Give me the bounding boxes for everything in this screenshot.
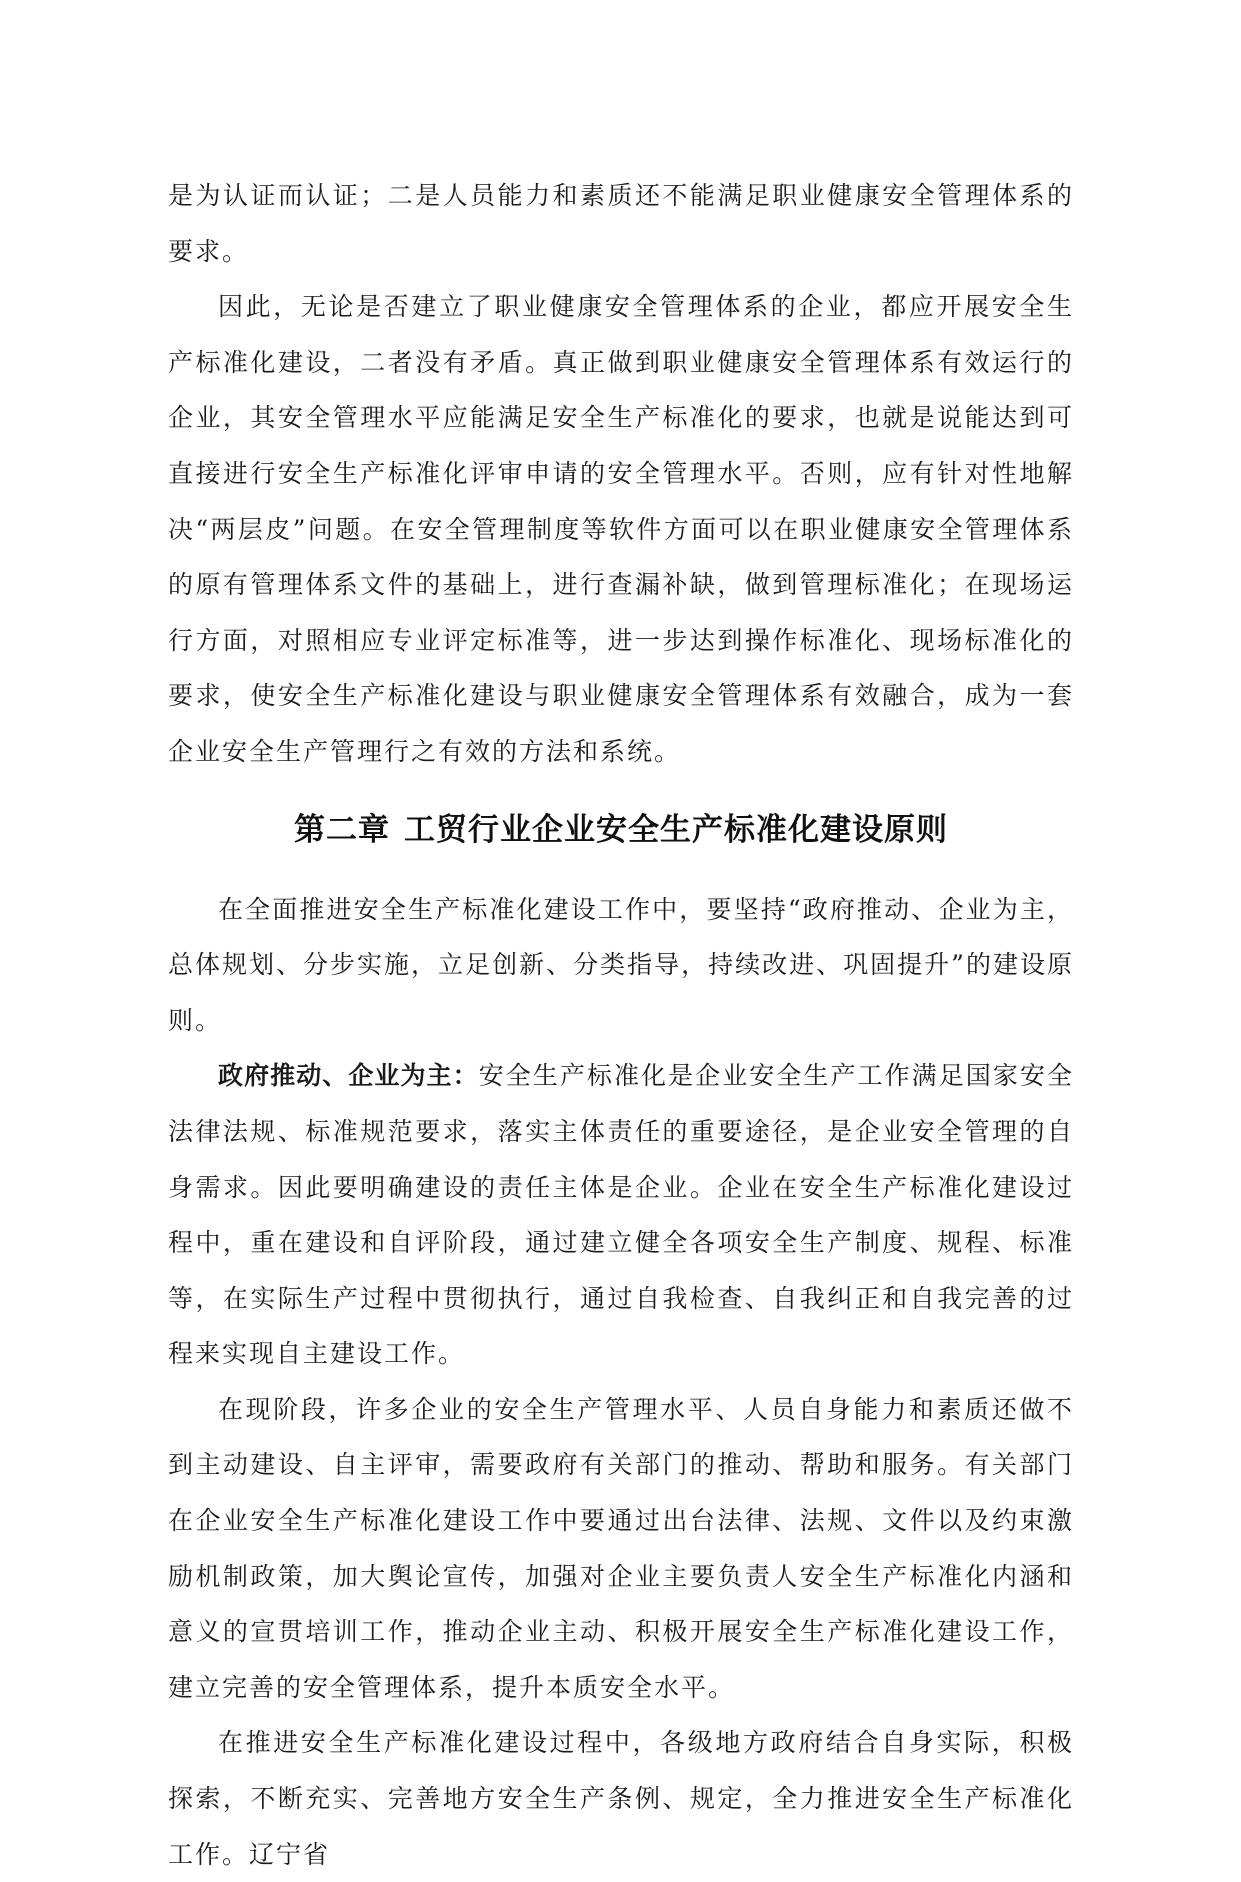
paragraph-local-government: 在推进安全生产标准化建设过程中，各级地方政府结合自身实际，积极探索，不断充实、完善地方安全生产条例、规定，全力推进安全生产标准化工作。辽宁省 (168, 1728, 1074, 1869)
paragraph-current-stage: 在现阶段，许多企业的安全生产管理水平、人员自身能力和素质还做不到主动建设、自主评审，需要政府有关部门的推动、帮助和服务。有关部门在企业安全生产标准化建设工作中要通过出台法律、法规、文件以及约束激励机制政策，加大舆论宣传，加强对企业主要负责人安全生产标准化内涵和意义的宣贯培训工作，推动企业主动、积极开展安全生产标准化建设工作，建立完善的安全管理体系，提升本质安全水平。 (168, 1394, 1074, 1702)
chapter-heading (168, 810, 1074, 850)
chapter-title: 工贸行业企业安全生产标准化建设原则 (404, 811, 948, 848)
chapter-number: 第二章 (294, 811, 390, 848)
paragraph-principles-intro: 在全面推进安全生产标准化建设工作中，要坚持“政府推动、企业为主，总体规划、分步实施，立足创新、分类指导，持续改进、巩固提升”的建设原则。 (168, 894, 1074, 1035)
paragraph-government-enterprise (168, 1048, 1074, 1382)
paragraph-continuation: 是为认证而认证；二是人员能力和素质还不能满足职业健康安全管理体系的要求。 (168, 181, 1074, 266)
paragraph-lead-body: 安全生产标准化是企业安全生产工作满足国家安全法律法规、标准规范要求，落实主体责任的重要途径，是企业安全管理的自身需求。因此要明确建设的责任主体是企业。企业在安全生产标准化建设过程中，重在建设和自评阶段，通过建立健全各项安全生产制度、规程、标准等，在实际生产过程中贯彻执行，通过自我检查、自我纠正和自我完善的过程来实现自主建设工作。 (168, 1061, 1074, 1369)
document-page (168, 168, 1074, 1882)
paragraph-lead-heading: 政府推动、企业为主： (218, 1061, 479, 1091)
paragraph-therefore: 因此，无论是否建立了职业健康安全管理体系的企业，都应开展安全生产标准化建设，二者没有矛盾。真正做到职业健康安全管理体系有效运行的企业，其安全管理水平应能满足安全生产标准化的要求，也就是说能达到可直接进行安全生产标准化评审申请的安全管理水平。否则，应有针对性地解决“两层皮”问题。在安全管理制度等软件方面可以在职业健康安全管理体系的原有管理体系文件的基础上，进行查漏补缺，做到管理标准化；在现场运行方面，对照相应专业评定标准等，进一步达到操作标准化、现场标准化的要求，使安全生产标准化建设与职业健康安全管理体系有效融合，成为一套企业安全生产管理行之有效的方法和系统。 (168, 292, 1074, 766)
